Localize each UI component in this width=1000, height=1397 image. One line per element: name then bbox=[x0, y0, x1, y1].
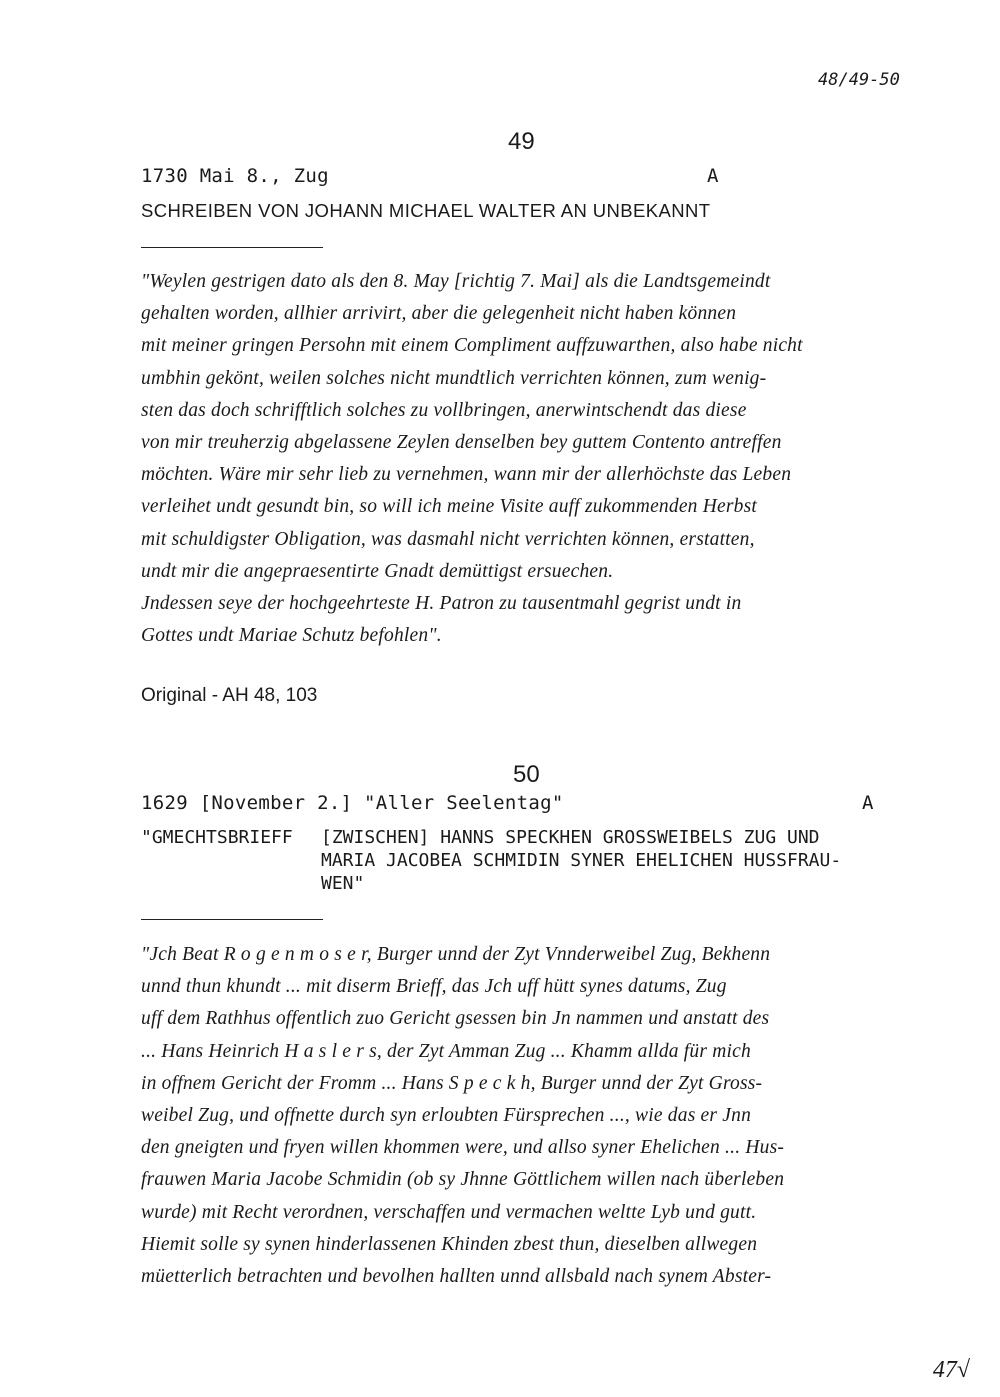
doc2-mark: A bbox=[862, 792, 874, 814]
doc2-body bbox=[141, 939, 931, 1293]
body-line: wurde) mit Recht verordnen, verschaffen und vermachen weltte Lyb und gutt. bbox=[141, 1201, 757, 1223]
page-reference: 48/49-50 bbox=[818, 70, 900, 90]
title-line: MARIA JACOBEA SCHMIDIN SYNER EHELICHEN HUSSFRAU- bbox=[321, 850, 842, 871]
body-line: "Jch Beat R o g e n m o s e r, Burger unnd der Zyt Vnnderweibel Zug, Bekhenn bbox=[141, 944, 771, 965]
doc2-title-continuation bbox=[321, 826, 841, 895]
body-line: frauwen Maria Jacobe Schmidin (ob sy Jhnne Göttlichem willen nach überleben bbox=[141, 1169, 785, 1191]
doc1-date-line: 1730 Mai 8., Zug bbox=[141, 165, 329, 187]
body-line: umbhin gekönt, weilen solches nicht mundtlich verrichten können, zum wenig- bbox=[141, 367, 767, 389]
document-number-50: 50 bbox=[513, 761, 540, 788]
doc1-body bbox=[141, 266, 931, 652]
doc1-title: SCHREIBEN VON JOHANN MICHAEL WALTER AN UNBEKANNT bbox=[141, 200, 711, 221]
body-line: "Weylen gestrigen dato als den 8. May [richtig 7. Mai] als die Landtsgemeindt bbox=[141, 271, 771, 292]
body-line: verleihet undt gesundt bin, so will ich meine Visite auff zukommenden Herbst bbox=[141, 496, 757, 518]
body-line: gehalten worden, allhier arrivirt, aber die gelegenheit nicht haben können bbox=[141, 303, 737, 325]
doc1-source: Original - AH 48, 103 bbox=[141, 685, 318, 706]
doc1-mark: A bbox=[707, 165, 719, 187]
body-line: sten das doch schrifftlich solches zu vollbringen, anerwintschendt das diese bbox=[141, 399, 747, 421]
doc2-title-first: "GMECHTSBRIEFF bbox=[141, 827, 293, 848]
body-line: Gottes undt Mariae Schutz befohlen". bbox=[141, 625, 442, 647]
body-line: den gneigten und fryen willen khommen were, und allso syner Ehelichen ... Hus- bbox=[141, 1137, 785, 1159]
body-line: unnd thun khundt ... mit diserm Brieff, das Jch uff hütt synes datums, Zug bbox=[141, 976, 727, 998]
doc2-date-line: 1629 [November 2.] "Aller Seelentag" bbox=[141, 792, 564, 814]
body-line: müetterlich betrachten und bevolhen hallten unnd allsbald nach synem Abster- bbox=[141, 1265, 772, 1287]
body-line: uff dem Rathhus offentlich zuo Gericht gsessen bin Jn nammen und anstatt des bbox=[141, 1008, 770, 1030]
doc2-divider bbox=[141, 919, 323, 920]
body-line: undt mir die angepraesentirte Gnadt demüttigst ersuechen. bbox=[141, 560, 614, 582]
title-line: [ZWISCHEN] HANNS SPECKHEN GROSSWEIBELS ZUG UND bbox=[321, 827, 820, 848]
body-line: ... Hans Heinrich H a s l e r s, der Zyt Amman Zug ... Khamm allda für mich bbox=[141, 1040, 751, 1062]
body-line: mit schuldigster Obligation, was dasmahl nicht verrichten können, erstatten, bbox=[141, 528, 755, 550]
body-line: von mir treuherzig abgelassene Zeylen denselben bey guttem Contento antreffen bbox=[141, 431, 782, 453]
handwritten-corner-mark: 47√ bbox=[932, 1357, 970, 1383]
document-number-49: 49 bbox=[508, 128, 535, 155]
body-line: weibel Zug, und offnette durch syn erloubten Fürsprechen ..., wie das er Jnn bbox=[141, 1104, 752, 1126]
body-line: mit meiner gringen Persohn mit einem Compliment auffzuwarthen, also habe nicht bbox=[141, 335, 803, 357]
body-line: in offnem Gericht der Fromm ... Hans S p e c k h, Burger unnd der Zyt Gross- bbox=[141, 1072, 763, 1094]
body-line: möchten. Wäre mir sehr lieb zu vernehmen, wann mir der allerhöchste das Leben bbox=[141, 464, 792, 486]
body-line: Hiemit solle sy synen hinderlassenen Khinden zbest thun, dieselben allwegen bbox=[141, 1233, 758, 1255]
body-line: Jndessen seye der hochgeehrteste H. Patron zu tausentmahl gegrist undt in bbox=[141, 592, 742, 614]
title-line: WEN" bbox=[321, 873, 365, 894]
doc1-divider bbox=[141, 247, 323, 248]
